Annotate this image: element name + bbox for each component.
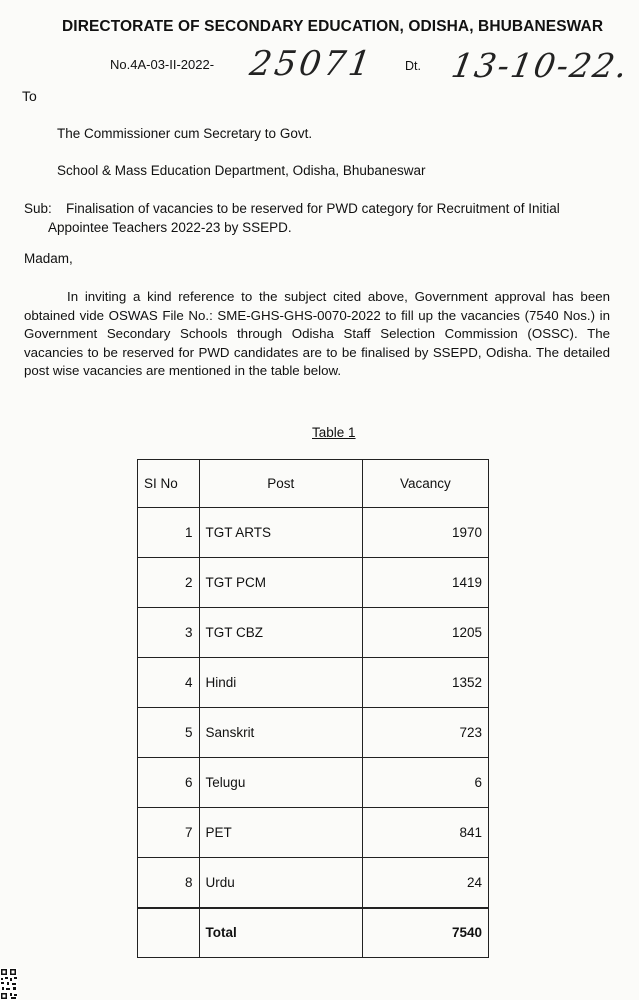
cell-sl-no: 7 bbox=[138, 808, 200, 858]
body-paragraph-text: In inviting a kind reference to the subject cited above, Government approval has been obtained vide OSWAS File No.: SME-GHS-GHS-0070-2022 to fill up the vacancies (7540 Nos.) in Government Secondary Schools through Odisha Staff Selection Commission (OSSC). The vacancies to be reserved for PWD candidates are to be finalised by SSEPD, Odisha. The detailed post wise vacancies are mentioned in the table below. bbox=[24, 289, 610, 378]
recipient-line-1: The Commissioner cum Secretary to Govt. bbox=[57, 126, 313, 141]
vacancy-table bbox=[137, 459, 489, 958]
header-vacancy: Vacancy bbox=[362, 460, 488, 508]
cell-sl-no: 3 bbox=[138, 608, 200, 658]
cell-post: TGT PCM bbox=[199, 558, 362, 608]
cell-vacancy: 1205 bbox=[362, 608, 488, 658]
cell-total-label: Total bbox=[199, 908, 362, 958]
cell-sl-no: 4 bbox=[138, 658, 200, 708]
cell-vacancy: 723 bbox=[362, 708, 488, 758]
handwritten-date: 13-10-22. bbox=[448, 46, 633, 85]
cell-sl-no: 2 bbox=[138, 558, 200, 608]
header-post: Post bbox=[199, 460, 362, 508]
cell-post: Hindi bbox=[199, 658, 362, 708]
reference-number-prefix: No.4A-03-II-2022- bbox=[110, 57, 215, 72]
table-row bbox=[138, 658, 489, 708]
letterhead-title: DIRECTORATE OF SECONDARY EDUCATION, ODISHA, BHUBANESWAR bbox=[62, 18, 604, 35]
salutation: Madam, bbox=[24, 251, 73, 266]
recipient-line-2: School & Mass Education Department, Odisha, Bhubaneswar bbox=[57, 163, 426, 178]
cell-vacancy: 1970 bbox=[362, 508, 488, 558]
table-row bbox=[138, 608, 489, 658]
table-row bbox=[138, 758, 489, 808]
cell-sl-no: 8 bbox=[138, 858, 200, 908]
table-caption: Table 1 bbox=[312, 425, 356, 440]
cell-post: TGT ARTS bbox=[199, 508, 362, 558]
subject-label: Sub: bbox=[24, 201, 52, 216]
cell-vacancy: 24 bbox=[362, 858, 488, 908]
cell-vacancy: 1352 bbox=[362, 658, 488, 708]
subject-line-2: Appointee Teachers 2022-23 by SSEPD. bbox=[48, 220, 292, 235]
table-row bbox=[138, 508, 489, 558]
cell-vacancy: 841 bbox=[362, 808, 488, 858]
cell-post: TGT CBZ bbox=[199, 608, 362, 658]
cell-sl-no: 1 bbox=[138, 508, 200, 558]
cell-vacancy: 6 bbox=[362, 758, 488, 808]
subject-line-1: Finalisation of vacancies to be reserved for PWD category for Recruitment of Initial bbox=[66, 201, 560, 216]
body-paragraph bbox=[24, 288, 610, 381]
table-row bbox=[138, 808, 489, 858]
handwritten-reference-number: 25071 bbox=[247, 44, 376, 84]
cell-post: Telugu bbox=[199, 758, 362, 808]
qr-code-icon bbox=[0, 968, 18, 1000]
cell-vacancy: 1419 bbox=[362, 558, 488, 608]
table-row bbox=[138, 858, 489, 908]
header-sl-no: SI No bbox=[138, 460, 200, 508]
cell-total-vacancy: 7540 bbox=[362, 908, 488, 958]
table-row bbox=[138, 558, 489, 608]
table-row bbox=[138, 708, 489, 758]
cell-post: Urdu bbox=[199, 858, 362, 908]
table-total-row bbox=[138, 908, 489, 958]
cell-sl-no: 6 bbox=[138, 758, 200, 808]
cell-total-empty bbox=[138, 908, 200, 958]
cell-post: PET bbox=[199, 808, 362, 858]
cell-sl-no: 5 bbox=[138, 708, 200, 758]
cell-post: Sanskrit bbox=[199, 708, 362, 758]
table-header-row bbox=[138, 460, 489, 508]
date-label: Dt. bbox=[405, 59, 421, 73]
subject-block bbox=[24, 199, 614, 237]
to-label: To bbox=[22, 88, 37, 104]
